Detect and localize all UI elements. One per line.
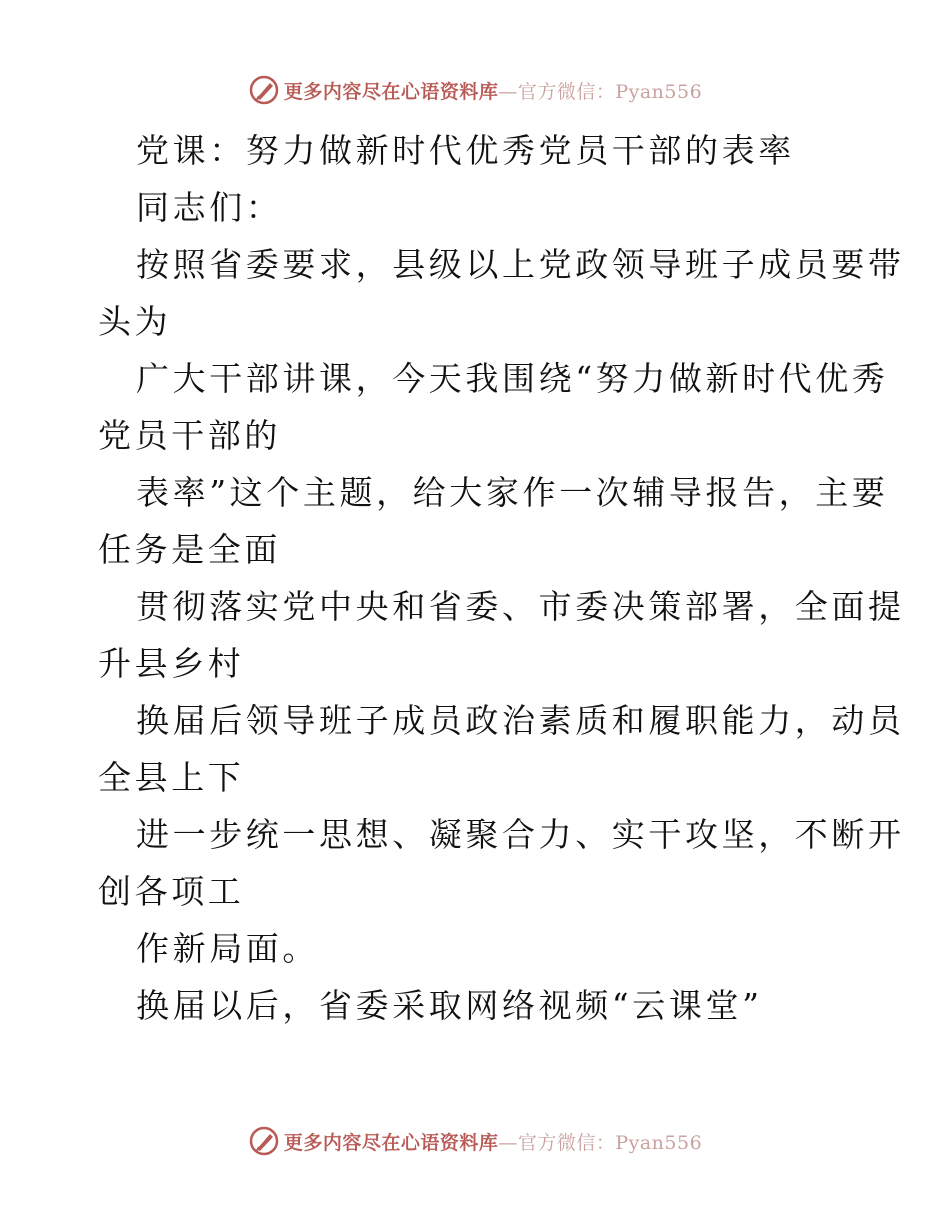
document-line: 广大干部讲课，今天我围绕“努力做新时代优秀 — [136, 359, 889, 398]
document-title: 党课：努力做新时代优秀党员干部的表率 — [136, 131, 795, 170]
document-line: 升县乡村 — [98, 644, 245, 683]
footer-brand-text: 更多内容尽在心语资料库 — [283, 1131, 499, 1154]
quill-pen-logo-icon — [248, 1125, 280, 1157]
document-line: 贯彻落实党中央和省委、市委决策部署，全面提 — [136, 587, 905, 626]
document-line: 按照省委要求，县级以上党政领导班子成员要带 — [136, 245, 905, 284]
document-line: 头为 — [98, 302, 172, 341]
document-line: 进一步统一思想、凝聚合力、实干攻坚，不断开 — [136, 815, 905, 854]
document-body — [98, 122, 905, 1034]
quill-pen-logo-icon — [248, 74, 280, 106]
document-line: 党员干部的 — [98, 416, 281, 455]
header-brand-text: 更多内容尽在心语资料库 — [283, 80, 499, 103]
document-line: 创各项工 — [98, 872, 245, 911]
document-line: 换届后领导班子成员政治素质和履职能力，动员 — [136, 701, 905, 740]
header-wechat-text: 官方微信：Pyan556 — [517, 80, 703, 103]
document-line: 全县上下 — [98, 758, 245, 797]
footer-wechat-text: 官方微信：Pyan556 — [517, 1131, 703, 1154]
document-line: 同志们： — [136, 188, 283, 227]
header-watermark — [0, 70, 950, 110]
document-line: 任务是全面 — [98, 530, 281, 569]
document-line: 作新局面。 — [136, 929, 319, 968]
header-separator: — — [498, 80, 518, 103]
document-line: 换届以后，省委采取网络视频“云课堂” — [136, 986, 763, 1025]
footer-separator: — — [498, 1131, 518, 1154]
document-line: 表率”这个主题，给大家作一次辅导报告，主要 — [136, 473, 889, 512]
footer-watermark — [0, 1121, 950, 1161]
